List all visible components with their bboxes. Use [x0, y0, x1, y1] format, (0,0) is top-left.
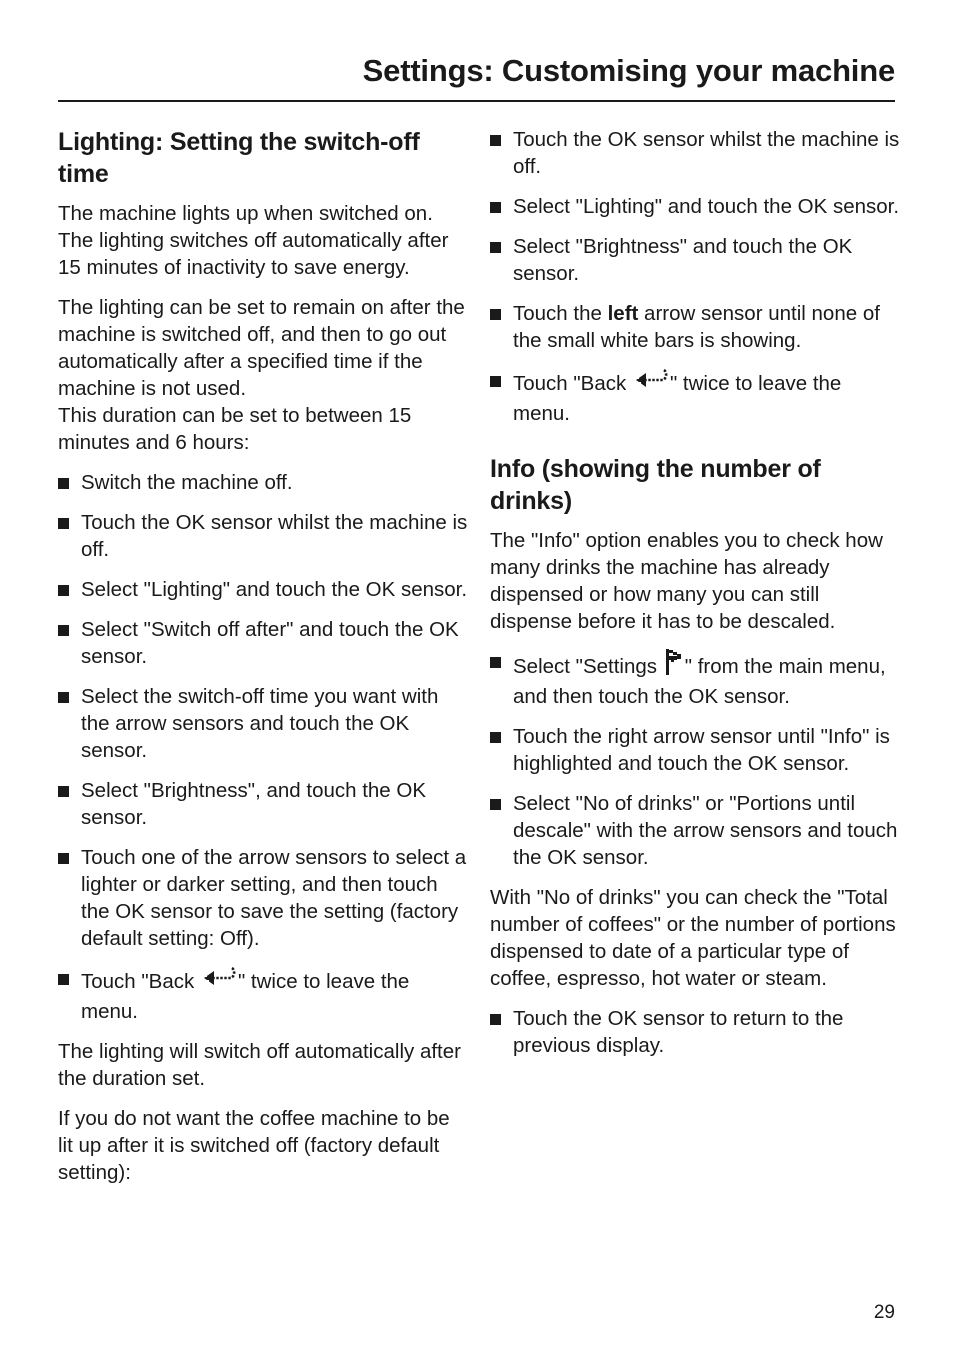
not-lit-paragraph: If you do not want the coffee machine to be lit up after it is switched off (factory default setting): [58, 1107, 450, 1184]
list-item-back: Touch "Back " twice to leave the menu. [490, 367, 900, 427]
list-item: Select "Lighting" and touch the OK sensor. [490, 193, 900, 220]
info-heading: Info (showing the number of drinks) [490, 455, 821, 515]
bullet-square-icon [58, 585, 69, 596]
list-item-back: Touch "Back " twice to leave the menu. [58, 965, 468, 1025]
bullet-square-icon [490, 657, 501, 668]
settings-flag-icon [665, 648, 683, 683]
bullet-square-icon [58, 974, 69, 985]
bullet-square-icon [490, 732, 501, 743]
list-item: Select "Brightness" and touch the OK sensor. [490, 233, 900, 287]
no-of-drinks-paragraph: With "No of drinks" you can check the "Total number of coffees" or the number of portions dispensed to date of a particular type of coffee, espresso, hot water or steam. [490, 886, 896, 990]
list-item: Select "No of drinks" or "Portions until descale" with the arrow sensors and touch the OK sensor. [490, 790, 900, 871]
list-item: Touch the OK sensor whilst the machine is off. [490, 126, 900, 180]
bullet-square-icon [58, 478, 69, 489]
bullet-square-icon [58, 853, 69, 864]
brightness-steps-list [490, 126, 900, 427]
bullet-square-icon [490, 202, 501, 213]
list-item-settings: Select "Settings " from the main menu, and then touch the OK sensor. [490, 648, 900, 710]
bullet-square-icon [490, 135, 501, 146]
right-column [490, 126, 900, 1072]
list-item: Select the switch-off time you want with the arrow sensors and touch the OK sensor. [58, 683, 468, 764]
info-steps-list [490, 648, 900, 871]
bullet-square-icon [58, 786, 69, 797]
switch-off-paragraph: The lighting will switch off automatically after the duration set. [58, 1040, 461, 1090]
list-item: Touch the right arrow sensor until "Info" is highlighted and touch the OK sensor. [490, 723, 900, 777]
list-item: Select "Lighting" and touch the OK sensor. [58, 576, 468, 603]
return-steps-list [490, 1005, 900, 1059]
list-item: Select "Switch off after" and touch the OK sensor. [58, 616, 468, 670]
info-paragraph: The "Info" option enables you to check how many drinks the machine has already dispensed or how many you can still dispense before it has to be descaled. [490, 529, 883, 633]
page-title: Settings: Customising your machine [362, 53, 895, 88]
list-item: Select "Brightness", and touch the OK sensor. [58, 777, 468, 831]
bold-left-word: left [607, 302, 639, 325]
bullet-square-icon [490, 376, 501, 387]
bullet-square-icon [58, 518, 69, 529]
lighting-heading: Lighting: Setting the switch-off time [58, 128, 420, 188]
list-item: Touch the OK sensor whilst the machine is off. [58, 509, 468, 563]
list-item: Touch one of the arrow sensors to select a lighter or darker setting, and then touch the OK sensor to save the setting (factory default setting: Off). [58, 844, 468, 952]
intro-paragraph: The machine lights up when switched on. The lighting switches off automatically after 15 minutes of inactivity to save energy. [58, 202, 449, 279]
bullet-square-icon [58, 625, 69, 636]
left-column [58, 126, 468, 1199]
bullet-square-icon [58, 692, 69, 703]
bullet-square-icon [490, 242, 501, 253]
back-arrow-icon [202, 965, 236, 998]
bullet-square-icon [490, 309, 501, 320]
list-item: Switch the machine off. [58, 469, 468, 496]
bullet-square-icon [490, 799, 501, 810]
bullet-square-icon [490, 1014, 501, 1025]
lighting-steps-list [58, 469, 468, 1025]
duration-paragraph: This duration can be set to between 15 minutes and 6 hours: [58, 404, 412, 454]
list-item-left-arrow: Touch the left arrow sensor until none of the small white bars is showing. [490, 300, 900, 354]
page-header [58, 52, 895, 102]
remain-on-paragraph: The lighting can be set to remain on after the machine is switched off, and then to go out automatically after a specified time if the machine is not used. [58, 296, 465, 400]
back-arrow-icon [634, 367, 668, 400]
list-item: Touch the OK sensor to return to the previous display. [490, 1005, 900, 1059]
page-number: 29 [873, 1302, 895, 1323]
